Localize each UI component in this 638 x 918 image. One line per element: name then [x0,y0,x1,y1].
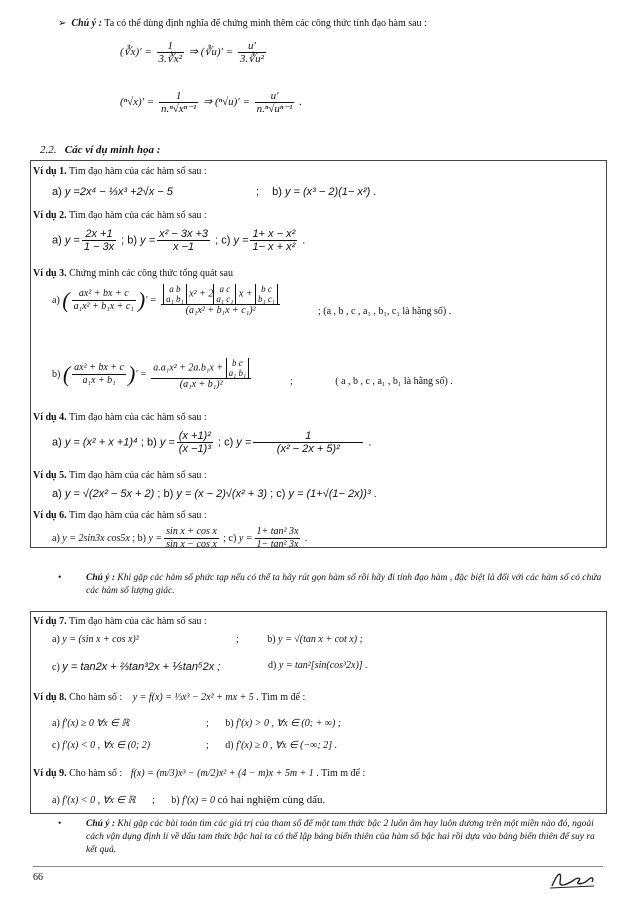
note-label: Chú ý : [86,573,116,583]
example-1-part-b: ; b) y = (x³ − 2)(1− x²) . [256,186,377,198]
page-number: 66 [33,872,43,883]
part-d-expr: f′(x) ≥ 0 , ∀x ∈ (−∞; 2] . [236,740,338,751]
section-heading [40,144,160,156]
example-label: Ví dụ 8. [33,692,67,703]
note-text: Khi gặp các hàm số phức tạp nếu có thể ta hãy rút gọn hàm số rồi hãy đi tính đạo hàm , đặc biệt là đối với các hàm số có chứa các hàm số lượng giác. [86,573,602,596]
note-row [58,18,427,29]
example-7 [33,616,207,627]
part-c-label: ; c) [215,234,231,247]
example-3-part-b: b) ( $\frac{\text{ax² + bx + c}}{\text{a₁x + b₁}}$ )′ = a.a₁x² + 2a.b₁x + b c a₁ b₁ (a₁x + b₁)² [52,358,253,391]
example-9-parts: a) f′(x) < 0 , ∀x ∈ ℝ ; b) f′(x) = 0 có hai nghiệm cùng dấu. [52,794,326,806]
part-b-expr: f′(x) = 0 [182,795,215,806]
example-7-part-c [52,660,220,673]
example-9 [33,768,365,779]
example-3-part-b-note: ; ( a , b , c , a₁ , b₁ là hằng số) . [290,376,453,387]
part-a-label: a) [52,532,60,544]
part-a-expr: f′(x) < 0 , ∀x ∈ ℝ [62,795,136,806]
example-label: Ví dụ 7. [33,616,67,627]
section-title: Các ví dụ minh họa : [64,144,161,156]
example-8 [33,692,305,703]
example-7-part-b: ; b) y = √(tan x + cot x) ; [236,634,363,645]
example-8-row-2 [52,740,150,751]
part-c-label: ; c) [270,488,286,500]
part-b-label: b) [225,718,234,729]
formula-cube-root: (∛x)′ = $\frac{1}{\text{3.∛x²}}$ ⇒ (∛u)′ = $\frac{u'}{\text{3.∛u²}}$ [120,40,264,65]
example-3-part-a-note [318,306,451,317]
part-a-expr: f′(x) ≥ 0 ∀x ∈ ℝ [62,718,130,729]
example-label: Ví dụ 6. [33,510,67,521]
note-3 [58,818,603,857]
example-1-parts [52,186,173,198]
example-6-parts: a) y = 2sin3x cos5x ; b) y = $\frac{\text{sin x + cos x}}{\text{sin x − cos x}}$ ; c) y = $\frac{\text{1+ tan² 3x}}{\text{1− tan² 3x}}$ . [52,526,308,550]
example-5 [33,470,207,481]
part-a-label: a) [52,234,62,247]
example-label: Ví dụ 4. [33,412,67,423]
part-b-tail: có hai nghiệm cùng dấu. [217,794,326,806]
part-b-label: ; b) [140,436,157,449]
example-6 [33,510,207,521]
part-b-label: b) [171,795,180,806]
example-text: Cho hàm số : [69,768,123,779]
example-5-parts: a) y = √(2x² − 5x + 2) ; b) y = (x − 2)√(x² + 3) ; c) y = (1+√(1− 2x))³ . [52,488,377,500]
example-text: Tìm đạo hàm của các hàm số sau : [68,210,207,221]
example-3 [33,268,233,279]
example-text: Tìm đạo hàm của các hàm số sau : [68,510,207,521]
function-expr: y = f(x) = ⅓x³ − 2x² + mx + 5 [132,692,254,703]
note-text: Khi gặp các bài toán tìm các giá trị của tham số để một tam thức bậc 2 luôn âm hay luôn dương trên một miền nào đó, ngoài cách vận dụng định lí về dấu tam thức bậc hai ta có thể lập bảng biến thiên của hàm số bậc hai rồi dựa vào bảng biến thiên để suy ra kết quả. [86,819,595,855]
part-c-expr: y = tan2x + ⅔tan³2x + ⅕tan⁵2x ; [62,661,221,673]
part-b-label: b) [272,186,282,198]
example-label: Ví dụ 9. [33,768,67,779]
part-a-expr: y =2x⁴ − ⅓x³ +2√x − 5 [64,186,173,198]
example-2 [33,210,207,221]
part-d-expr: y = tan²[sin(cos³2x)] . [278,660,368,671]
part-a-label: a) [52,186,62,198]
part-b-label: ; b) [132,532,146,544]
example-text: Tìm đạo hàm của các hàm số sau : [68,470,207,481]
part-c-expr: f′(x) < 0 , ∀x ∈ (0; 2) [62,740,151,751]
part-c-label: ; c) [223,532,237,544]
example-7-part-d [268,660,368,671]
part-b-expr: y = √(tan x + cot x) ; [278,634,363,645]
bullet-icon: • [58,573,62,583]
example-8-row-1-b: ; b) f′(x) > 0 , ∀x ∈ (0; + ∞) ; [206,718,342,729]
example-text: Cho hàm số : [69,692,123,703]
example-text: Tìm đạo hàm của các hàm số sau : [68,412,207,423]
example-1 [33,166,207,177]
signature-icon [548,868,598,890]
part-a-label: a) [52,795,60,806]
part-c-expr: y = (1+√(1− 2x))³ [288,488,371,500]
example-tail: . Tìm m để : [316,768,366,779]
part-a-label: a) [52,436,62,449]
part-a-label: a) [52,718,60,729]
note-label: Chú ý : [86,819,116,829]
part-d-label: d) [268,660,277,671]
example-tail: . Tìm m để : [256,692,306,703]
part-a-expr: y = (sin x + cos x)² [62,634,139,645]
part-b-label: ; b) [157,488,174,500]
part-a-label: a) [52,634,60,645]
example-8-row-1 [52,718,129,729]
formula-nth-root: (ⁿ√x)′ = $\frac{1}{\text{n.ⁿ√xⁿ⁻¹}}$ ⇒ (ⁿ√u)′ = $\frac{u'}{\text{n.ⁿ√uⁿ⁻¹}}$ . [120,90,302,115]
part-c-label: c) [52,740,60,751]
part-a-expr: y = (x² + x +1)⁴ [64,436,138,449]
function-expr: f(x) = (m/3)x³ − (m/2)x² + (4 − m)x + 5m + 1 [130,768,314,779]
example-label: Ví dụ 3. [33,268,67,279]
footer-rule [33,866,603,867]
example-2-parts: a) y = $\frac{2x +1}{1 - 3x}$ ; b) y = $\frac{\text{x² − 3x +3}}{x -1}$ ; c) y = $\frac{\text{1+ x − x²}}{\text{1− x + x²}}$ . [52,228,306,253]
part-c-label: ; c) [217,436,234,449]
example-7-part-a [52,634,139,645]
section-number: 2.2. [40,144,57,156]
part-a-expr: y = √(2x² − 5x + 2) [64,488,155,500]
note-label: Chú ý : [71,18,102,29]
example-text: Chứng minh các công thức tổng quát sau [69,268,233,279]
example-3-part-a: a) ( $\frac{\text{ax² + bx + c}}{\text{a₁x² + b₁x + c₁}}$ )′ = a b a₁ b₁ x² + 2 a c a₁ c₁ x + b c b₁ c₁ (a₁x² + b₁x + c₁)² [52,284,282,317]
constants-note: ; (a , b , c , a₁ , b₁, c₁ là hằng số) . [318,306,452,317]
part-b-expr: f′(x) > 0 , ∀x ∈ (0; + ∞) ; [236,718,342,729]
note-text: Ta có thể dùng định nghĩa để chứng minh thêm các công thức tính đạo hàm sau : [104,18,427,29]
example-label: Ví dụ 1. [33,166,67,177]
example-label: Ví dụ 2. [33,210,67,221]
part-d-label: d) [225,740,234,751]
example-label: Ví dụ 5. [33,470,67,481]
example-text: Tìm đạo hàm của các hàm số sau : [68,166,207,177]
arrow-bullet-icon: ➢ [58,18,67,29]
part-b-label: b) [267,634,276,645]
example-4 [33,412,207,423]
example-text: Tìm đạo hàm của các hàm số sau : [68,616,207,627]
example-8-row-2-d: ; d) f′(x) ≥ 0 , ∀x ∈ (−∞; 2] . [206,740,338,751]
part-a-label: a) [52,488,62,500]
note-2 [58,572,603,598]
example-4-parts: a) y = (x² + x +1)⁴ ; b) y = $\frac{\text{(x +1)²}}{\text{(x −1)³}}$ ; c) y = $\frac{1}{\text{(x² − 2x + 5)²}}$ . [52,430,372,455]
part-b-label: ; b) [121,234,138,247]
part-c-label: c) [52,662,60,673]
part-b-expr: y = (x − 2)√(x² + 3) [176,488,268,500]
part-a-expr: y = 2sin3x cos5x [62,532,130,544]
bullet-icon: • [58,819,62,829]
part-b-expr: y = (x³ − 2)(1− x²) [284,186,371,198]
part-a-label: a) [52,294,60,306]
constants-note: ( a , b , c , a₁ , b₁ là hằng số) . [335,376,453,387]
part-b-label: b) [52,368,61,380]
